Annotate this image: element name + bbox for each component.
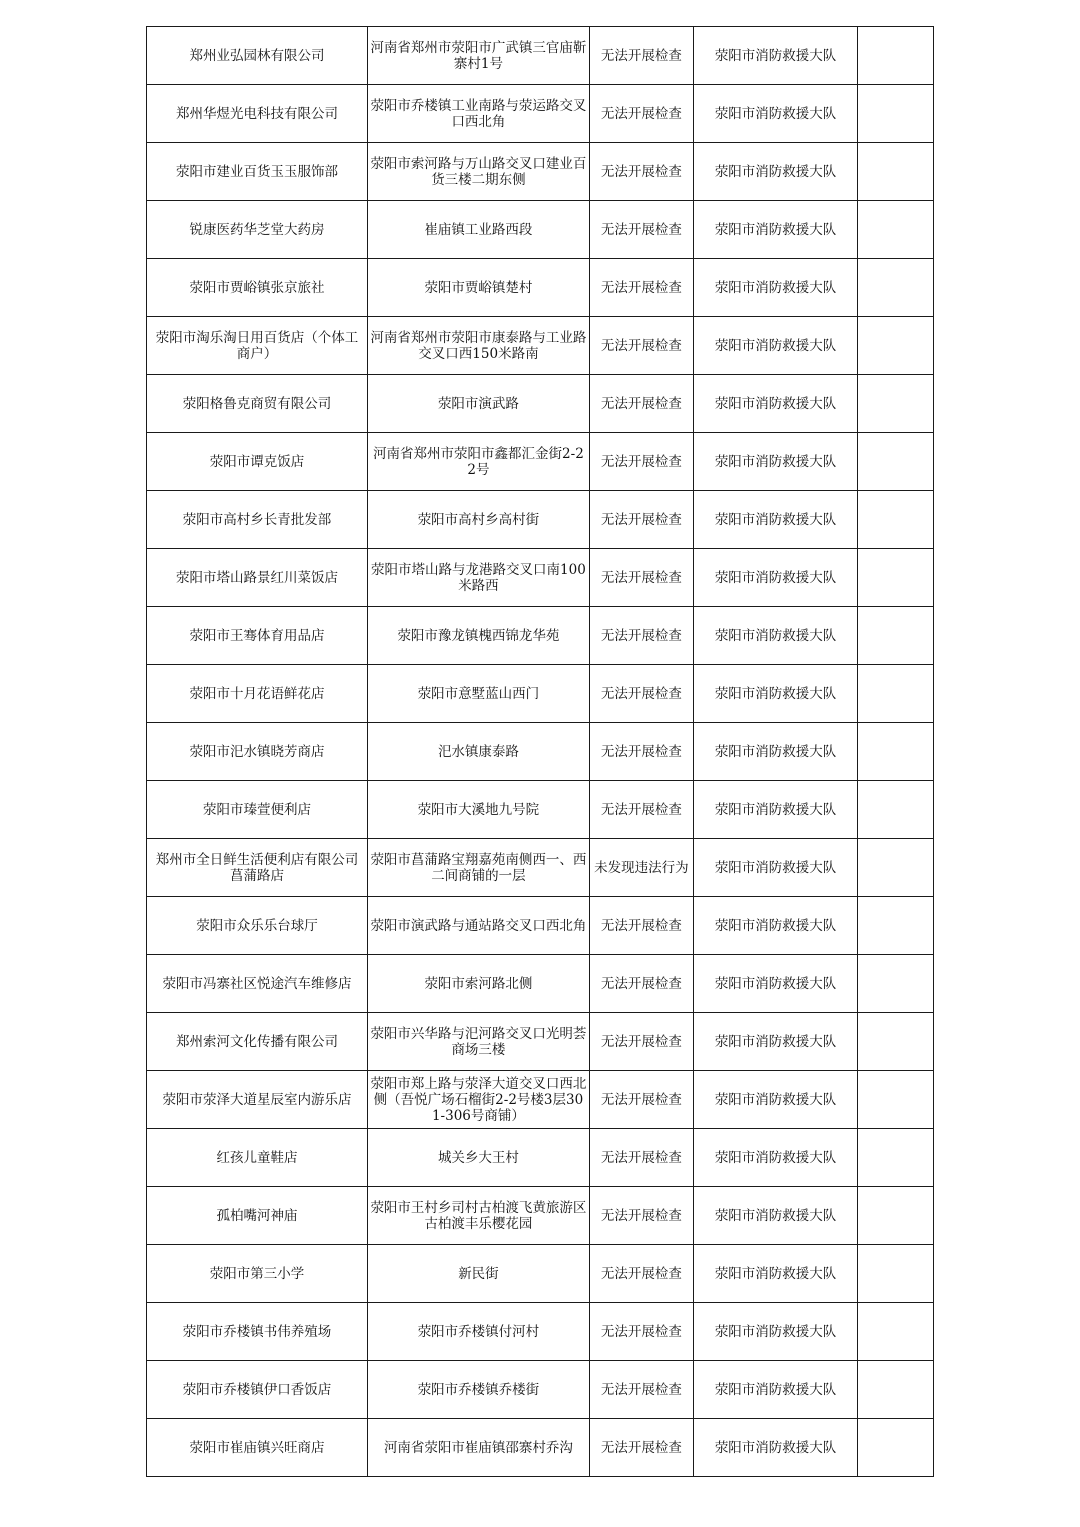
inspection-result-cell: 未发现违法行为 (589, 839, 693, 897)
inspection-result-cell: 无法开展检查 (589, 897, 693, 955)
company-name-cell: 郑州业弘园林有限公司 (147, 27, 368, 85)
company-name-cell: 荥阳市瑧萱便利店 (147, 781, 368, 839)
table-row (147, 1187, 934, 1245)
table-row (147, 259, 934, 317)
note-cell (858, 491, 934, 549)
inspecting-unit-cell: 荥阳市消防救援大队 (693, 781, 857, 839)
address-cell: 崔庙镇工业路西段 (367, 201, 589, 259)
table-row (147, 1013, 934, 1071)
table-row (147, 433, 934, 491)
address-cell: 新民街 (367, 1245, 589, 1303)
company-name-cell: 郑州市全日鲜生活便利店有限公司菖蒲路店 (147, 839, 368, 897)
inspection-result-cell: 无法开展检查 (589, 723, 693, 781)
address-cell: 荥阳市菖蒲路宝翔嘉苑南侧西一、西二间商铺的一层 (367, 839, 589, 897)
table-row (147, 317, 934, 375)
inspecting-unit-cell: 荥阳市消防救援大队 (693, 27, 857, 85)
inspection-result-cell: 无法开展检查 (589, 375, 693, 433)
table-row (147, 375, 934, 433)
company-name-cell: 红孩儿童鞋店 (147, 1129, 368, 1187)
address-cell: 河南省郑州市荥阳市广武镇三官庙靳寨村1号 (367, 27, 589, 85)
company-name-cell: 荥阳市高村乡长青批发部 (147, 491, 368, 549)
table-row (147, 1129, 934, 1187)
inspecting-unit-cell: 荥阳市消防救援大队 (693, 1303, 857, 1361)
company-name-cell: 荥阳市谭克饭店 (147, 433, 368, 491)
inspecting-unit-cell: 荥阳市消防救援大队 (693, 1071, 857, 1129)
note-cell (858, 1245, 934, 1303)
inspecting-unit-cell: 荥阳市消防救援大队 (693, 897, 857, 955)
company-name-cell: 锐康医药华芝堂大药房 (147, 201, 368, 259)
inspection-result-cell: 无法开展检查 (589, 665, 693, 723)
note-cell (858, 317, 934, 375)
note-cell (858, 955, 934, 1013)
company-name-cell: 荥阳市汜水镇晓芳商店 (147, 723, 368, 781)
address-cell: 荥阳市意墅蓝山西门 (367, 665, 589, 723)
address-cell: 河南省郑州市荥阳市康泰路与工业路交叉口西150米路南 (367, 317, 589, 375)
note-cell (858, 375, 934, 433)
company-name-cell: 荥阳市众乐乐台球厅 (147, 897, 368, 955)
company-name-cell: 荥阳市十月花语鲜花店 (147, 665, 368, 723)
inspecting-unit-cell: 荥阳市消防救援大队 (693, 85, 857, 143)
inspection-result-cell: 无法开展检查 (589, 201, 693, 259)
inspection-table (146, 26, 934, 1477)
table-row (147, 549, 934, 607)
address-cell: 荥阳市王村乡司村古柏渡飞黄旅游区古柏渡丰乐樱花园 (367, 1187, 589, 1245)
inspecting-unit-cell: 荥阳市消防救援大队 (693, 1419, 857, 1477)
table-row (147, 1419, 934, 1477)
address-cell: 荥阳市塔山路与龙港路交叉口南100米路西 (367, 549, 589, 607)
note-cell (858, 27, 934, 85)
address-cell: 荥阳市乔楼镇工业南路与荥运路交叉口西北角 (367, 85, 589, 143)
company-name-cell: 荥阳市贾峪镇张京旅社 (147, 259, 368, 317)
address-cell: 荥阳市演武路与通站路交叉口西北角 (367, 897, 589, 955)
company-name-cell: 孤柏嘴河神庙 (147, 1187, 368, 1245)
inspection-result-cell: 无法开展检查 (589, 491, 693, 549)
inspecting-unit-cell: 荥阳市消防救援大队 (693, 955, 857, 1013)
company-name-cell: 荥阳市冯寨社区悦途汽车维修店 (147, 955, 368, 1013)
inspection-result-cell: 无法开展检查 (589, 317, 693, 375)
inspection-result-cell: 无法开展检查 (589, 85, 693, 143)
inspection-result-cell: 无法开展检查 (589, 549, 693, 607)
inspection-result-cell: 无法开展检查 (589, 143, 693, 201)
address-cell: 汜水镇康泰路 (367, 723, 589, 781)
note-cell (858, 549, 934, 607)
table-row (147, 839, 934, 897)
table-row (147, 1303, 934, 1361)
inspection-result-cell: 无法开展检查 (589, 1187, 693, 1245)
inspecting-unit-cell: 荥阳市消防救援大队 (693, 607, 857, 665)
address-cell: 荥阳市索河路北侧 (367, 955, 589, 1013)
company-name-cell: 荥阳市建业百货玉玉服饰部 (147, 143, 368, 201)
address-cell: 荥阳市乔楼镇乔楼街 (367, 1361, 589, 1419)
note-cell (858, 1129, 934, 1187)
inspecting-unit-cell: 荥阳市消防救援大队 (693, 1013, 857, 1071)
address-cell: 荥阳市贾峪镇楚村 (367, 259, 589, 317)
company-name-cell: 郑州华煜光电科技有限公司 (147, 85, 368, 143)
note-cell (858, 665, 934, 723)
company-name-cell: 荥阳市乔楼镇伊口香饭店 (147, 1361, 368, 1419)
company-name-cell: 荥阳市塔山路景红川菜饭店 (147, 549, 368, 607)
address-cell: 荥阳市豫龙镇槐西锦龙华苑 (367, 607, 589, 665)
company-name-cell: 荥阳市乔楼镇书伟养殖场 (147, 1303, 368, 1361)
table-row (147, 143, 934, 201)
company-name-cell: 荥阳市崔庙镇兴旺商店 (147, 1419, 368, 1477)
inspecting-unit-cell: 荥阳市消防救援大队 (693, 549, 857, 607)
note-cell (858, 259, 934, 317)
address-cell: 荥阳市乔楼镇付河村 (367, 1303, 589, 1361)
inspecting-unit-cell: 荥阳市消防救援大队 (693, 839, 857, 897)
table-body (147, 27, 934, 1477)
table-row (147, 201, 934, 259)
company-name-cell: 荥阳市淘乐淘日用百货店（个体工商户） (147, 317, 368, 375)
inspection-result-cell: 无法开展检查 (589, 259, 693, 317)
address-cell: 城关乡大王村 (367, 1129, 589, 1187)
company-name-cell: 荥阳市第三小学 (147, 1245, 368, 1303)
inspecting-unit-cell: 荥阳市消防救援大队 (693, 259, 857, 317)
company-name-cell: 荥阳市荥泽大道星辰室内游乐店 (147, 1071, 368, 1129)
inspecting-unit-cell: 荥阳市消防救援大队 (693, 723, 857, 781)
inspecting-unit-cell: 荥阳市消防救援大队 (693, 491, 857, 549)
inspection-result-cell: 无法开展检查 (589, 607, 693, 665)
note-cell (858, 607, 934, 665)
note-cell (858, 201, 934, 259)
table-row (147, 1071, 934, 1129)
inspection-result-cell: 无法开展检查 (589, 955, 693, 1013)
address-cell: 荥阳市兴华路与汜河路交叉口光明荟商场三楼 (367, 1013, 589, 1071)
address-cell: 荥阳市大溪地九号院 (367, 781, 589, 839)
inspection-result-cell: 无法开展检查 (589, 1361, 693, 1419)
company-name-cell: 荥阳格鲁克商贸有限公司 (147, 375, 368, 433)
note-cell (858, 433, 934, 491)
table-row (147, 85, 934, 143)
inspection-result-cell: 无法开展检查 (589, 433, 693, 491)
table-row (147, 1245, 934, 1303)
address-cell: 河南省荥阳市崔庙镇邵寨村乔沟 (367, 1419, 589, 1477)
note-cell (858, 1013, 934, 1071)
inspecting-unit-cell: 荥阳市消防救援大队 (693, 375, 857, 433)
note-cell (858, 143, 934, 201)
inspecting-unit-cell: 荥阳市消防救援大队 (693, 1129, 857, 1187)
note-cell (858, 839, 934, 897)
inspecting-unit-cell: 荥阳市消防救援大队 (693, 433, 857, 491)
inspecting-unit-cell: 荥阳市消防救援大队 (693, 143, 857, 201)
address-cell: 荥阳市演武路 (367, 375, 589, 433)
address-cell: 荥阳市索河路与万山路交叉口建业百货三楼二期东侧 (367, 143, 589, 201)
inspecting-unit-cell: 荥阳市消防救援大队 (693, 1245, 857, 1303)
company-name-cell: 荥阳市王骞体育用品店 (147, 607, 368, 665)
note-cell (858, 1419, 934, 1477)
inspecting-unit-cell: 荥阳市消防救援大队 (693, 1361, 857, 1419)
company-name-cell: 郑州索河文化传播有限公司 (147, 1013, 368, 1071)
table-row (147, 781, 934, 839)
table-row (147, 27, 934, 85)
table-row (147, 723, 934, 781)
table-row (147, 491, 934, 549)
table-row (147, 897, 934, 955)
inspection-result-cell: 无法开展检查 (589, 1419, 693, 1477)
inspection-result-cell: 无法开展检查 (589, 1071, 693, 1129)
table-row (147, 665, 934, 723)
address-cell: 荥阳市郑上路与荥泽大道交叉口西北侧（吾悦广场石榴街2-2号楼3层301-306号商铺） (367, 1071, 589, 1129)
address-cell: 荥阳市高村乡高村街 (367, 491, 589, 549)
inspection-result-cell: 无法开展检查 (589, 27, 693, 85)
note-cell (858, 723, 934, 781)
inspection-result-cell: 无法开展检查 (589, 781, 693, 839)
note-cell (858, 1303, 934, 1361)
inspection-result-cell: 无法开展检查 (589, 1129, 693, 1187)
note-cell (858, 781, 934, 839)
table-row (147, 955, 934, 1013)
inspection-result-cell: 无法开展检查 (589, 1013, 693, 1071)
inspecting-unit-cell: 荥阳市消防救援大队 (693, 317, 857, 375)
address-cell: 河南省郑州市荥阳市鑫都汇金街2-22号 (367, 433, 589, 491)
inspecting-unit-cell: 荥阳市消防救援大队 (693, 1187, 857, 1245)
inspecting-unit-cell: 荥阳市消防救援大队 (693, 665, 857, 723)
inspecting-unit-cell: 荥阳市消防救援大队 (693, 201, 857, 259)
note-cell (858, 897, 934, 955)
note-cell (858, 1361, 934, 1419)
note-cell (858, 1187, 934, 1245)
inspection-result-cell: 无法开展检查 (589, 1245, 693, 1303)
table-row (147, 1361, 934, 1419)
inspection-result-cell: 无法开展检查 (589, 1303, 693, 1361)
note-cell (858, 1071, 934, 1129)
table-row (147, 607, 934, 665)
note-cell (858, 85, 934, 143)
